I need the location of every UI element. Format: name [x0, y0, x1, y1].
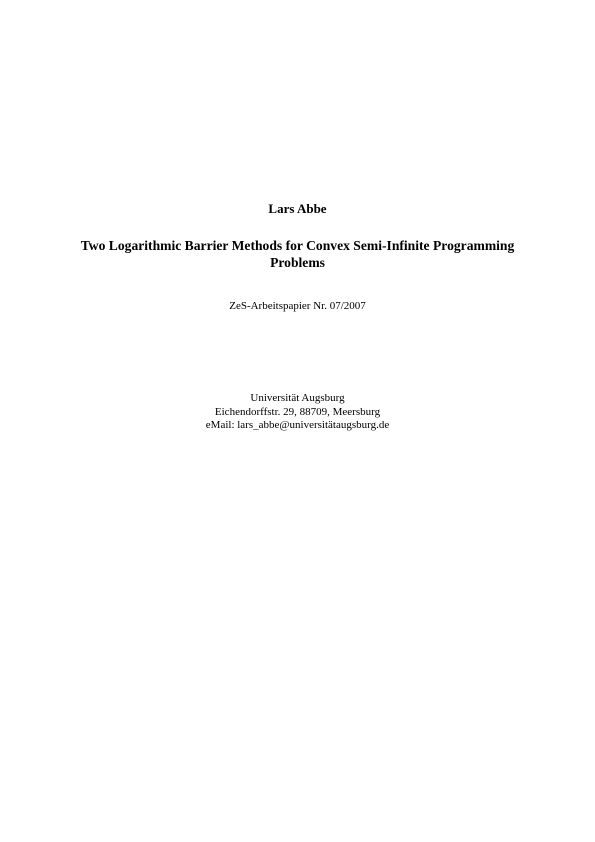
author-name: Lars Abbe	[268, 201, 327, 216]
author-address	[0, 392, 595, 433]
street-address: Eichendorffstr. 29, 88709, Meersburg	[214, 405, 381, 418]
paper-title-line-1: Two Logarithmic Barrier Methods for Convex Semi-Infinite Programming	[80, 238, 515, 253]
paper-title-line-2: Problems	[270, 255, 325, 270]
institution: Universität Augsburg	[250, 392, 345, 404]
paper-title	[60, 237, 535, 271]
working-paper-number: ZeS-Arbeitspapier Nr. 07/2007	[229, 300, 366, 312]
email-address: eMail: lars_abbe@universitätaugsburg.de	[205, 419, 390, 431]
